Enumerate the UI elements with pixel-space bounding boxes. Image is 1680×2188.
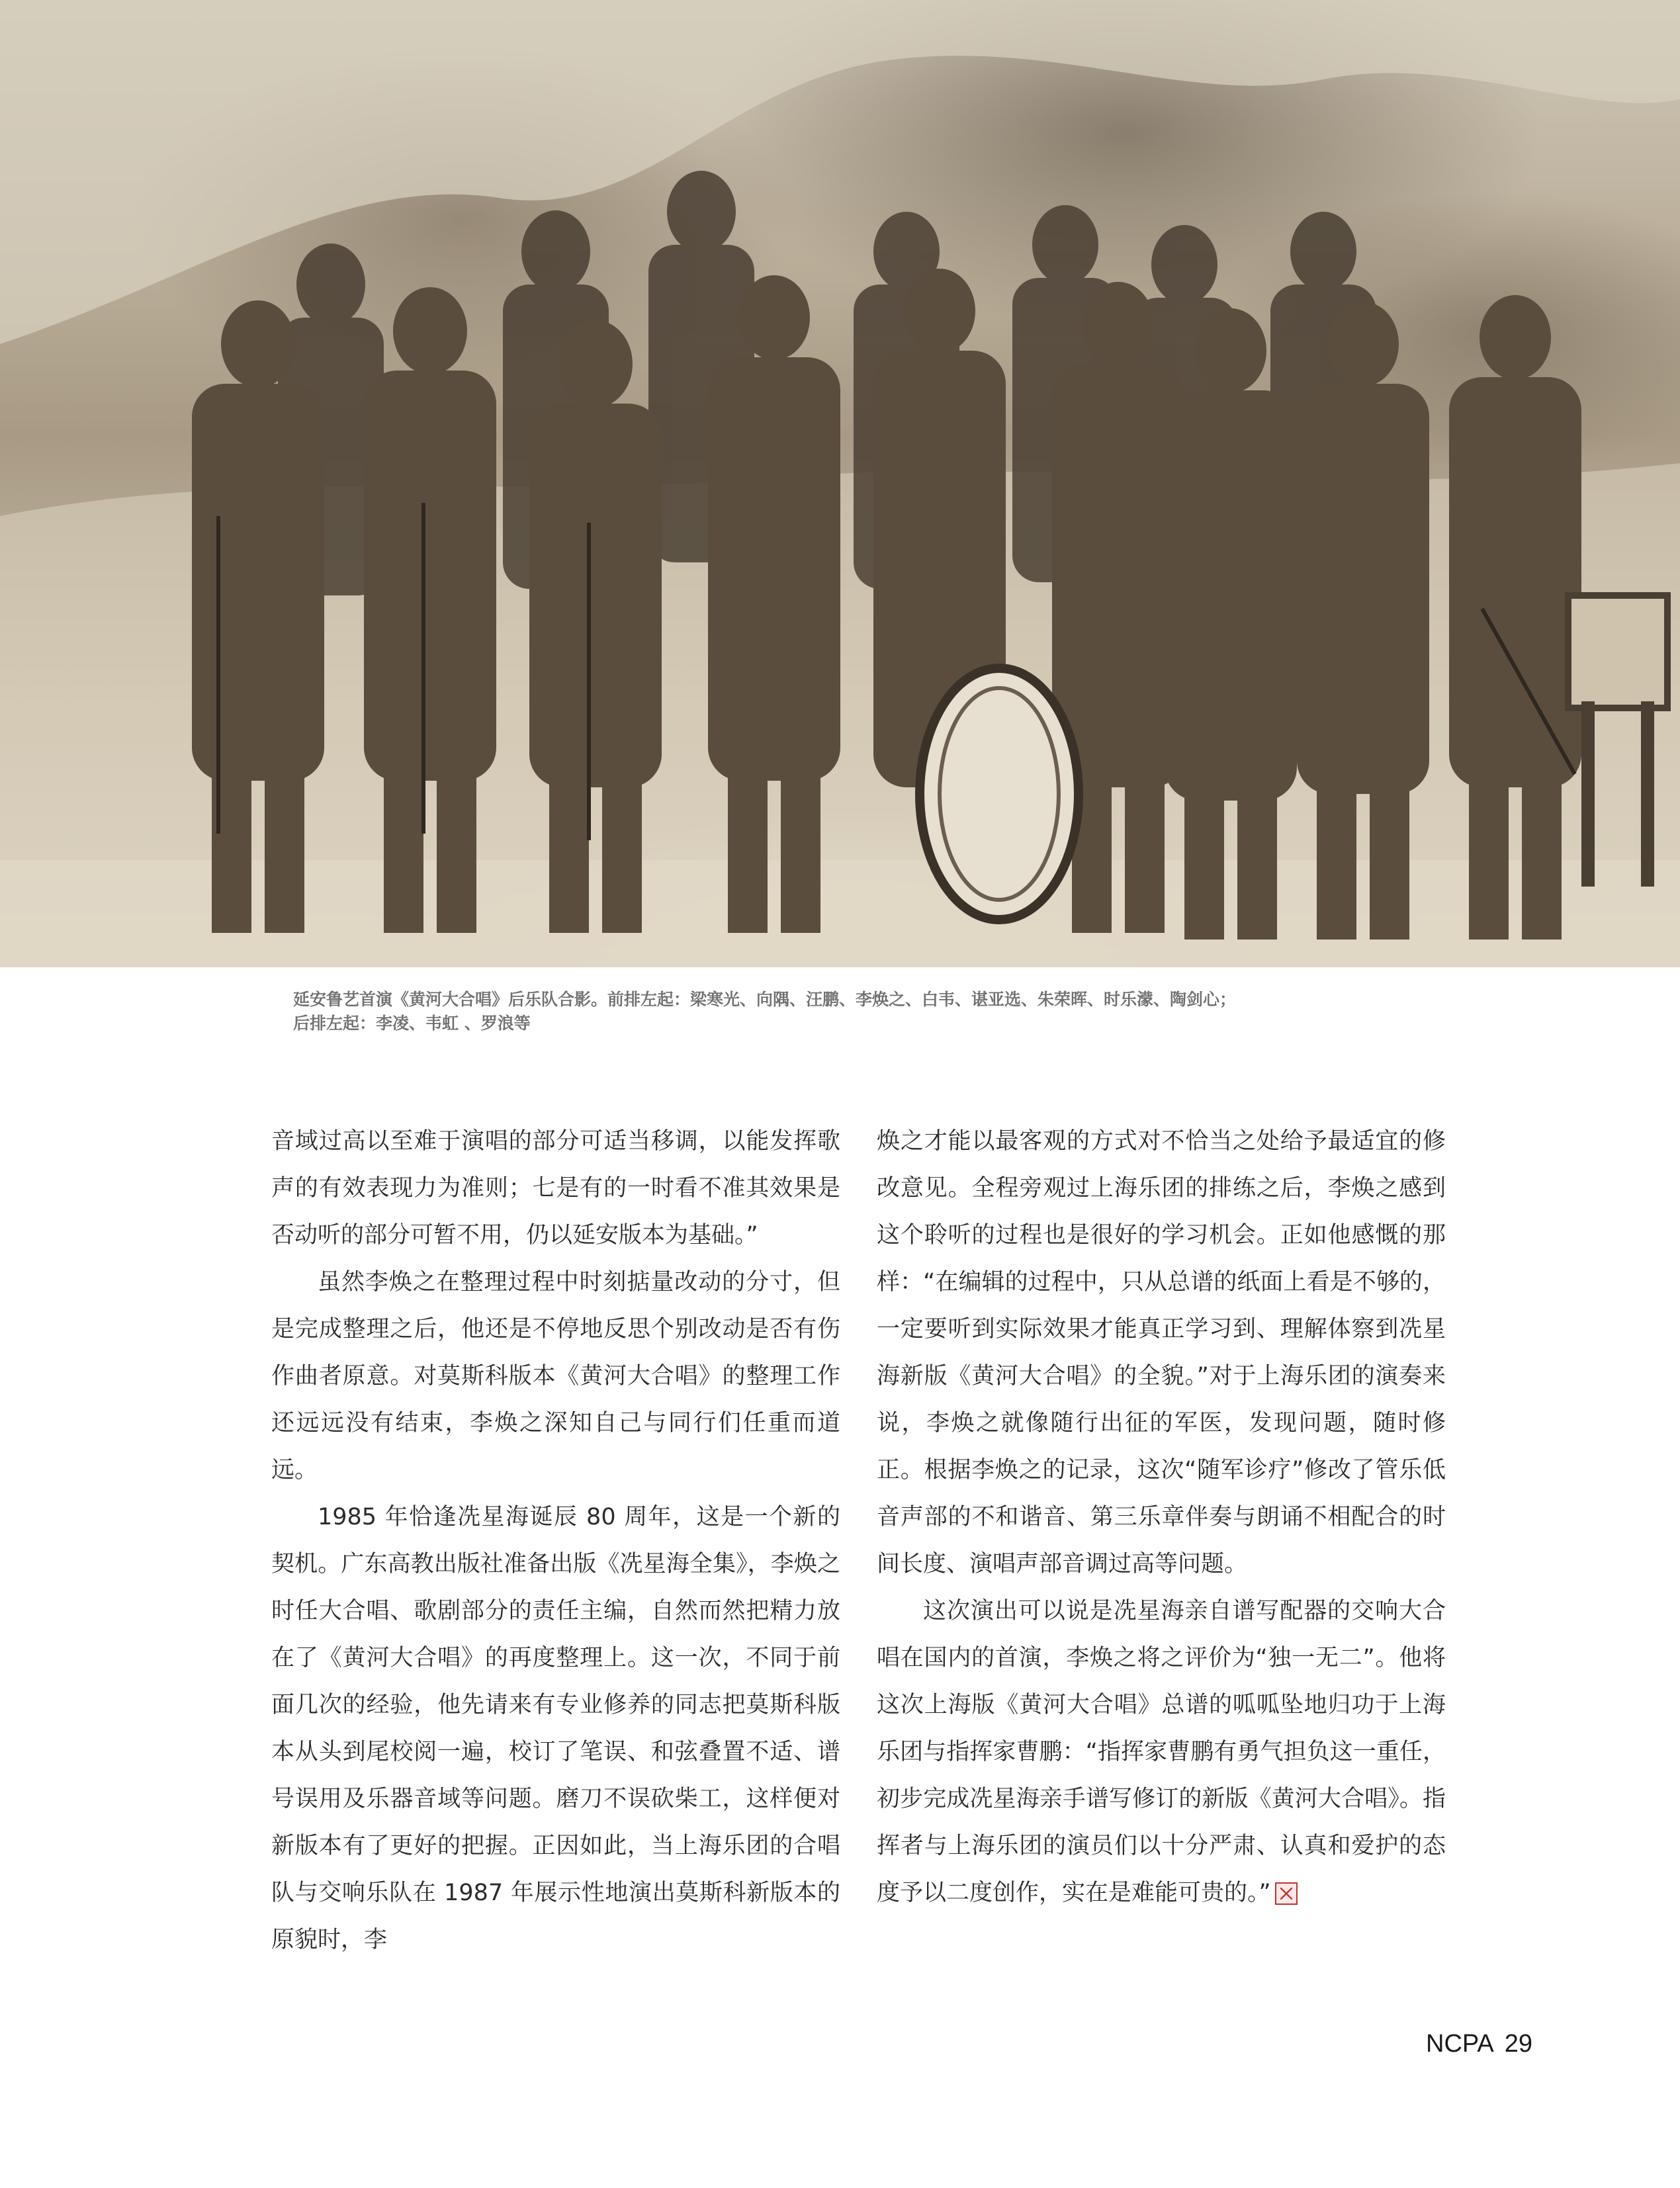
group-photo: [0, 0, 1680, 967]
page-number: 29: [1504, 2030, 1533, 2058]
paragraph: 焕之才能以最客观的方式对不恰当之处给予最适宜的修改意见。全程旁观过上海乐团的排练之后，李焕之感到这个聆听的过程也是很好的学习机会。正如他感慨的那样：“在编辑的过程中，只从总谱的纸面上看是不够的，一定要听到实际效果才能真正学习到、理解体察到冼星海新版《黄河大合唱》的全貌。”对于上海乐团的演奏来说，李焕之就像随行出征的军医，发现问题，随时修正。根据李焕之的记录，这次“随军诊疗”修改了管乐低音声部的不和谐音、第三乐章伴奏与朗诵不相配合的时间长度、演唱声部音调过高等问题。: [877, 1128, 1446, 1577]
right-column: [877, 1118, 1446, 1917]
magazine-name: NCPA: [1426, 2030, 1494, 2058]
paragraph-text: 这次演出可以说是冼星海亲自谱写配器的交响大合唱在国内的首演，李焕之将之评价为“独一无二”。他将这次上海版《黄河大合唱》总谱的呱呱坠地归功于上海乐团与指挥家曹鹏：“指挥家曹鹏有勇气担负这一重任，初步完成冼星海亲手谱写修订的新版《黄河大合唱》。指挥者与上海乐团的演员们以十分严肃、认真和爱护的态度予以二度创作，实在是难能可贵的。”: [877, 1598, 1446, 1906]
group-photo-illustration: [0, 0, 1680, 967]
photo-caption: [293, 988, 1418, 1035]
paragraph: 虽然李焕之在整理过程中时刻掂量改动的分寸，但是完成整理之后，他还是不停地反思个别改动是否有伤作曲者原意。对莫斯科版本《黄河大合唱》的整理工作还远远没有结束，李焕之深知自己与同行们任重而道远。: [271, 1269, 840, 1483]
paragraph-last: [877, 1588, 1446, 1917]
end-mark-icon: [1275, 1882, 1298, 1905]
caption-line-1: 延安鲁艺首演《黄河大合唱》后乐队合影。前排左起：梁寒光、向隅、汪鹏、李焕之、白韦、谌亚选、朱荣晖、时乐濛、陶剑心；: [293, 990, 1237, 1009]
left-column: [271, 1118, 840, 1964]
paragraph: 1985 年恰逢冼星海诞辰 80 周年，这是一个新的契机。广东高教出版社准备出版《冼星海全集》，李焕之时任大合唱、歌剧部分的责任主编，自然而然把精力放在了《黄河大合唱》的再度整理上。这一次，不同于前面几次的经验，他先请来有专业修养的同志把莫斯科版本从头到尾校阅一遍，校订了笔误、和弦叠置不适、谱号误用及乐器音域等问题。磨刀不误砍柴工，这样便对新版本有了更好的把握。正因如此，当上海乐团的合唱队与交响乐队在 1987 年展示性地演出莫斯科新版本的原貌时，李: [271, 1504, 840, 1953]
page-folio: [1426, 2030, 1543, 2058]
caption-line-2: 后排左起：李凌、韦虹 、罗浪等: [293, 1014, 531, 1033]
paragraph: 音域过高以至难于演唱的部分可适当移调，以能发挥歌声的有效表现力为准则；七是有的一时看不准其效果是否动听的部分可暂不用，仍以延安版本为基础。”: [271, 1128, 840, 1248]
